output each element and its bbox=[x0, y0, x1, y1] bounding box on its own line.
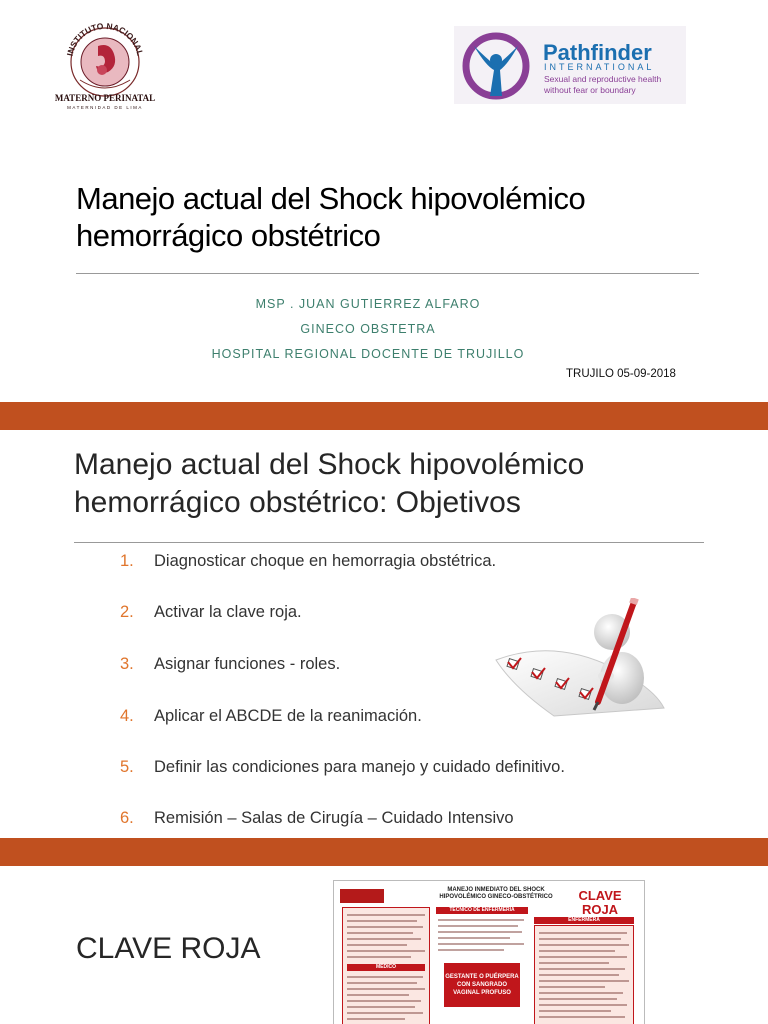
list-item bbox=[120, 758, 565, 777]
list-text: Aplicar el ABCDE de la reanimación. bbox=[154, 707, 422, 725]
author-line: MSP . JUAN GUTIERREZ ALFARO bbox=[255, 297, 481, 311]
pathfinder-logo bbox=[454, 26, 686, 104]
list-text: Definir las condiciones para manejo y cuidado definitivo. bbox=[154, 758, 565, 776]
poster-clave-label: CLAVE ROJA bbox=[578, 888, 622, 917]
checklist-figure-icon bbox=[494, 598, 670, 718]
list-item bbox=[120, 655, 340, 674]
clave-roja-poster bbox=[333, 880, 645, 1024]
list-text: Remisión – Salas de Cirugía – Cuidado Intensivo bbox=[154, 809, 514, 827]
pathfinder-figure-icon bbox=[460, 32, 532, 100]
poster-center-box: GESTANTE O PUÉRPERA CON SANGRADO VAGINAL PROFUSO bbox=[444, 963, 520, 1007]
objectives-divider bbox=[74, 542, 704, 543]
poster-right-column bbox=[534, 925, 634, 1024]
slide-separator-1 bbox=[0, 402, 768, 430]
list-text: Asignar funciones - roles. bbox=[154, 655, 341, 673]
list-text: Diagnosticar choque en hemorragia obstétrica. bbox=[154, 552, 497, 570]
list-number: 2. bbox=[120, 603, 134, 621]
inmp-bottom-text: MATERNO PERINATAL bbox=[54, 93, 156, 103]
list-item bbox=[120, 707, 422, 726]
pathfinder-tagline-2: without fear or boundary bbox=[544, 85, 636, 95]
clave-roja-slide bbox=[0, 866, 768, 1024]
inmp-top-text: INSTITUTO NACIONAL bbox=[64, 20, 146, 57]
list-number: 1. bbox=[120, 552, 134, 570]
title-slide bbox=[0, 0, 768, 402]
list-number: 5. bbox=[120, 758, 134, 776]
list-number: 4. bbox=[120, 707, 134, 725]
inmp-logo bbox=[50, 10, 160, 110]
specialty-line: GINECO OBSTETRA bbox=[300, 322, 436, 336]
list-item bbox=[120, 809, 514, 828]
poster-tecnico-header: TÉCNICO DE ENFERMERÍA bbox=[436, 907, 528, 914]
ministry-logo bbox=[340, 889, 384, 903]
date-line: TRUJILO 05-09-2018 bbox=[566, 368, 676, 380]
list-text: Activar la clave roja. bbox=[154, 603, 302, 621]
presentation-title: Manejo actual del Shock hipovolémico hemorrágico obstétrico bbox=[76, 181, 586, 253]
list-item bbox=[120, 603, 302, 622]
pathfinder-tagline-1: Sexual and reproductive health bbox=[544, 74, 662, 84]
clave-roja-title: CLAVE ROJA bbox=[76, 932, 261, 965]
poster-left-column bbox=[342, 907, 430, 1024]
poster-medico-header: MÉDICO bbox=[347, 964, 425, 971]
poster-heading: MANEJO INMEDIATO DEL SHOCK HIPOVOLÉMICO GINECO-OBSTÉTRICO bbox=[439, 887, 553, 900]
pathfinder-name: Pathfinder bbox=[543, 40, 652, 65]
poster-enfermera-header: ENFERMERA bbox=[534, 917, 634, 924]
pathfinder-international: INTERNATIONAL bbox=[544, 62, 655, 72]
inmp-small-text: MATERNIDAD DE LIMA bbox=[67, 105, 143, 110]
list-number: 3. bbox=[120, 655, 134, 673]
list-number: 6. bbox=[120, 809, 134, 827]
title-divider bbox=[76, 273, 699, 274]
slide-separator-2 bbox=[0, 838, 768, 866]
list-item bbox=[120, 552, 496, 571]
objectives-slide bbox=[0, 430, 768, 838]
objectives-title: Manejo actual del Shock hipovolémico hemorrágico obstétrico: Objetivos bbox=[74, 448, 585, 519]
hospital-line: HOSPITAL REGIONAL DOCENTE DE TRUJILLO bbox=[211, 347, 525, 361]
